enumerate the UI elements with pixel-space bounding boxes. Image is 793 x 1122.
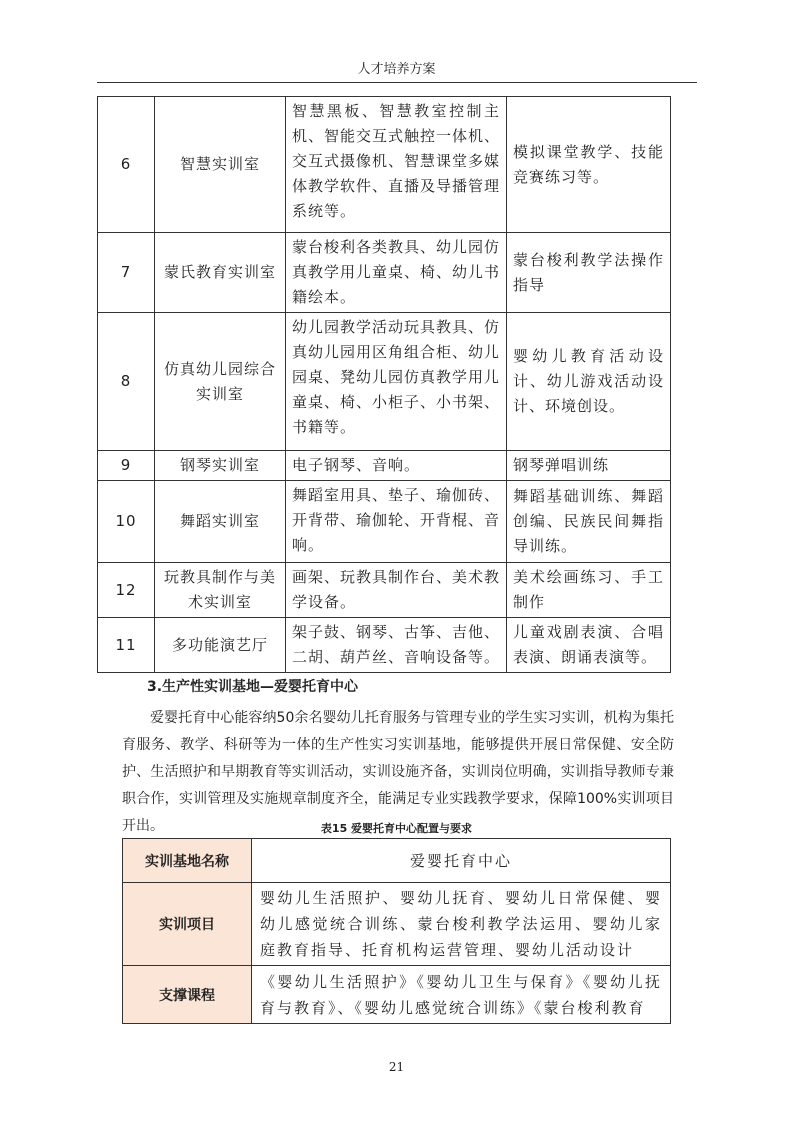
row-value: 婴幼儿生活照护、婴幼儿抚育、婴幼儿日常保健、婴幼儿感觉统合训练、蒙台梭利教学法运用、婴幼儿家庭教育指导、托育机构运营管理、婴幼儿活动设计 bbox=[252, 883, 671, 966]
lab-use: 钢琴弹唱训练 bbox=[507, 451, 671, 481]
row-label: 支撑课程 bbox=[123, 966, 252, 1024]
page-number: 21 bbox=[388, 1060, 405, 1074]
row-number: 12 bbox=[98, 563, 155, 618]
table-row bbox=[98, 563, 671, 618]
lab-equipment: 蒙台梭利各类教具、幼儿园仿真教学用儿童桌、椅、幼儿书籍绘本。 bbox=[286, 233, 507, 313]
lab-use: 儿童戏剧表演、合唱表演、朗诵表演等。 bbox=[507, 618, 671, 673]
lab-name: 蒙氏教育实训室 bbox=[155, 233, 286, 313]
lab-use: 美术绘画练习、手工制作 bbox=[507, 563, 671, 618]
section-title: 3.生产性实训基地—爱婴托育中心 bbox=[147, 679, 359, 695]
lab-equipment: 画架、玩教具制作台、美术教学设备。 bbox=[286, 563, 507, 618]
lab-equipment: 电子钢琴、音响。 bbox=[286, 451, 507, 481]
row-value: 《婴幼儿生活照护》《婴幼儿卫生与保育》《婴幼儿抚育与教育》、《婴幼儿感觉统合训练》《蒙台梭利教育 bbox=[252, 966, 671, 1024]
table-row bbox=[98, 233, 671, 313]
section-paragraph: 爱婴托育中心能容纳50余名婴幼儿托育服务与管理专业的学生实习实训，机构为集托育服务、教学、科研等为一体的生产性实习实训基地，能够提供开展日常保健、安全防护、生活照护和早期教育等实训活动，实训设施齐备，实训岗位明确，实训指导教师专兼职合作，实训管理及实施规章制度齐全，能满足专业实践教学要求，保障100%实训项目开出。 bbox=[122, 710, 674, 834]
lab-use: 婴幼儿教育活动设计、幼儿游戏活动设计、环境创设。 bbox=[507, 313, 671, 451]
labs-table bbox=[97, 96, 671, 673]
row-value: 爱婴托育中心 bbox=[252, 839, 671, 883]
table-row bbox=[98, 618, 671, 673]
lab-use: 模拟课堂教学、技能竞赛练习等。 bbox=[507, 97, 671, 233]
lab-name: 玩教具制作与美术实训室 bbox=[155, 563, 286, 618]
table-row bbox=[98, 313, 671, 451]
lab-use: 舞蹈基础训练、舞蹈创编、民族民间舞指导训练。 bbox=[507, 481, 671, 563]
table-row bbox=[123, 839, 671, 883]
lab-equipment: 智慧黑板、智慧教室控制主机、智能交互式触控一体机、交互式摄像机、智慧课堂多媒体教学软件、直播及导播管理系统等。 bbox=[286, 97, 507, 233]
table-row bbox=[123, 883, 671, 966]
lab-equipment: 幼儿园教学活动玩具教具、仿真幼儿园用区角组合柜、幼儿园桌、凳幼儿园仿真教学用儿童桌、椅、小柜子、小书架、书籍等。 bbox=[286, 313, 507, 451]
lab-name: 仿真幼儿园综合实训室 bbox=[155, 313, 286, 451]
lab-equipment: 架子鼓、钢琴、古筝、吉他、二胡、葫芦丝、音响设备等。 bbox=[286, 618, 507, 673]
row-number: 6 bbox=[98, 97, 155, 233]
lab-name: 舞蹈实训室 bbox=[155, 481, 286, 563]
table-row bbox=[98, 451, 671, 481]
header-divider bbox=[97, 82, 697, 83]
base-table bbox=[122, 838, 671, 1024]
lab-name: 多功能演艺厅 bbox=[155, 618, 286, 673]
row-number: 11 bbox=[98, 618, 155, 673]
table-row bbox=[98, 97, 671, 233]
table-caption: 表15 爱婴托育中心配置与要求 bbox=[320, 822, 473, 835]
row-number: 7 bbox=[98, 233, 155, 313]
lab-name: 智慧实训室 bbox=[155, 97, 286, 233]
page-header: 人才培养方案 bbox=[357, 62, 436, 77]
row-label: 实训基地名称 bbox=[123, 839, 252, 883]
lab-equipment: 舞蹈室用具、垫子、瑜伽砖、开背带、瑜伽轮、开背棍、音响。 bbox=[286, 481, 507, 563]
row-number: 8 bbox=[98, 313, 155, 451]
lab-name: 钢琴实训室 bbox=[155, 451, 286, 481]
lab-use: 蒙台梭利教学法操作指导 bbox=[507, 233, 671, 313]
table-row bbox=[123, 966, 671, 1024]
table-row bbox=[98, 481, 671, 563]
row-label: 实训项目 bbox=[123, 883, 252, 966]
row-number: 10 bbox=[98, 481, 155, 563]
row-number: 9 bbox=[98, 451, 155, 481]
